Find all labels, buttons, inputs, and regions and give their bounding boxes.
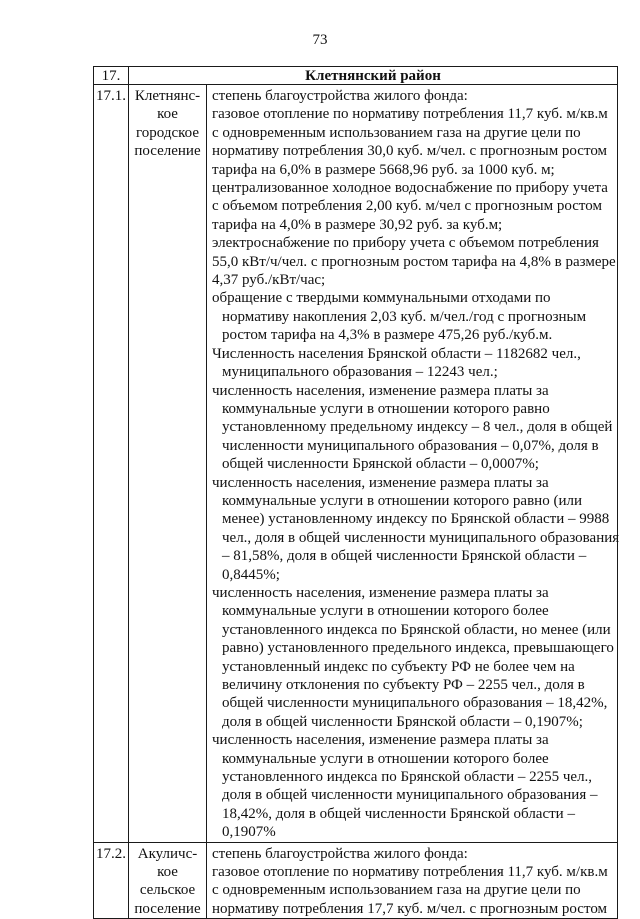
settlement-name: [129, 85, 207, 843]
description-line: Численность населения Брянской области – 1182682 чел.,: [212, 345, 581, 362]
description-line: газовое отопление по нормативу потребления 11,7 куб. м/кв.м: [212, 864, 608, 881]
description-line: электроснабжение по прибору учета с объемом потребления: [212, 235, 599, 252]
description-line: доля в общей численности Брянской области – 0,1907%;: [222, 713, 583, 730]
settlement-name-line: поселение: [134, 900, 201, 917]
description-line: обращение с твердыми коммунальными отходами по: [212, 290, 551, 307]
description-line: тарифа на 6,0% в размере 5668,96 руб. за 1000 куб. м;: [212, 161, 555, 178]
description-line: численность населения, изменение размера платы за: [212, 474, 549, 491]
tariff-description: [207, 85, 618, 843]
description-line: численности муниципального образования – 0,07%, доля в: [222, 437, 599, 454]
description-line: установленному предельному индексу – 8 чел., доля в общей: [222, 419, 613, 436]
description-line: установленного индекса по Брянской области – 2255 чел.,: [222, 769, 593, 786]
description-line: с одновременным использованием газа на другие цели по: [212, 882, 581, 899]
description-line: централизованное холодное водоснабжение по прибору учета: [212, 180, 608, 197]
section-header-row: [94, 67, 618, 85]
description-line: величину отклонения по субъекту РФ – 2255 чел., доля в: [222, 677, 585, 693]
table-row: [94, 842, 618, 919]
description-line: численность населения, изменение размера платы за: [212, 382, 549, 399]
settlement-name-line: поселение: [134, 143, 201, 160]
settlement-name-line: кое: [157, 864, 178, 881]
settlement-name-line: сельское: [139, 882, 196, 899]
description-line: с объемом потребления 2,00 куб. м/чел с прогнозным ростом: [212, 198, 602, 215]
page-number: 73: [312, 32, 328, 48]
description-line: коммунальные услуги в отношении которого более: [222, 750, 549, 767]
description-line: ростом тарифа на 4,3% в размере 475,26 руб./куб.м.: [222, 327, 553, 344]
description-line: с одновременным использованием газа на другие цели по: [212, 124, 581, 141]
description-line: установленный индекс по субъекту РФ не более чем на: [222, 658, 575, 675]
description-line: менее) установленному индексу по Брянской области – 9988: [222, 511, 610, 528]
description-line: численность населения, изменение размера платы за: [212, 584, 549, 601]
description-line: степень благоустройства жилого фонда:: [212, 88, 468, 104]
description-line: установленного индекса по Брянской области, но менее (или: [222, 621, 611, 638]
description-line: доля в общей численности муниципального образования –: [222, 787, 598, 804]
tariff-description: [207, 842, 618, 919]
description-line: степень благоустройства жилого фонда:: [212, 845, 468, 862]
description-line: 18,42%, доля в общей численности Брянской области –: [222, 805, 575, 822]
description-line: 0,1907%: [222, 824, 276, 841]
description-line: тарифа на 4,0% в размере 30,92 руб. за куб.м;: [212, 216, 503, 233]
description-line: численность населения, изменение размера платы за: [212, 732, 549, 749]
description-line: общей численности Брянской области – 0,0007%;: [222, 456, 539, 473]
description-line: 4,37 руб./кВт/час;: [212, 272, 326, 289]
description-line: нормативу потребления 30,0 куб. м/чел. с прогнозным ростом: [212, 143, 608, 160]
description-line: газовое отопление по нормативу потребления 11,7 куб. м/кв.м: [212, 106, 608, 123]
description-line: нормативу накопления 2,03 куб. м/чел./год с прогнозным: [222, 308, 587, 325]
settlement-name-line: Клетнянс-: [134, 88, 201, 104]
description-line: равно) установленного предельного индекса, превышающего: [222, 640, 614, 657]
description-line: муниципального образования – 12243 чел.;: [222, 364, 498, 381]
description-line: коммунальные услуги в отношении которого равно (или: [222, 492, 582, 509]
description-line: 55,0 кВт/ч/чел. с прогнозным ростом тарифа на 4,8% в размере: [212, 253, 616, 270]
description-line: чел., доля в общей численности муниципального образования: [222, 529, 620, 546]
row-number: 17.1.: [94, 85, 129, 843]
settlement-name-line: городское: [135, 124, 199, 141]
description-line: – 81,58%, доля в общей численности Брянской области –: [222, 548, 587, 565]
description-line: коммунальные услуги в отношении которого равно: [222, 400, 550, 417]
description-line: коммунальные услуги в отношении которого более: [222, 603, 549, 620]
settlement-name: [129, 842, 207, 919]
settlement-name-line: кое: [157, 106, 178, 123]
row-number: 17.2.: [94, 842, 129, 919]
description-line: 0,8445%;: [222, 566, 280, 583]
tariff-table: [93, 66, 618, 919]
table-row: [94, 85, 618, 843]
settlement-name-line: Акуличс-: [137, 845, 198, 862]
section-title: Клетнянский район: [129, 67, 618, 85]
description-line: общей численности муниципального образования – 18,42%,: [222, 695, 608, 712]
section-number: 17.: [94, 67, 129, 85]
description-line: нормативу потребления 17,7 куб. м/чел. с прогнозным ростом: [212, 900, 608, 917]
